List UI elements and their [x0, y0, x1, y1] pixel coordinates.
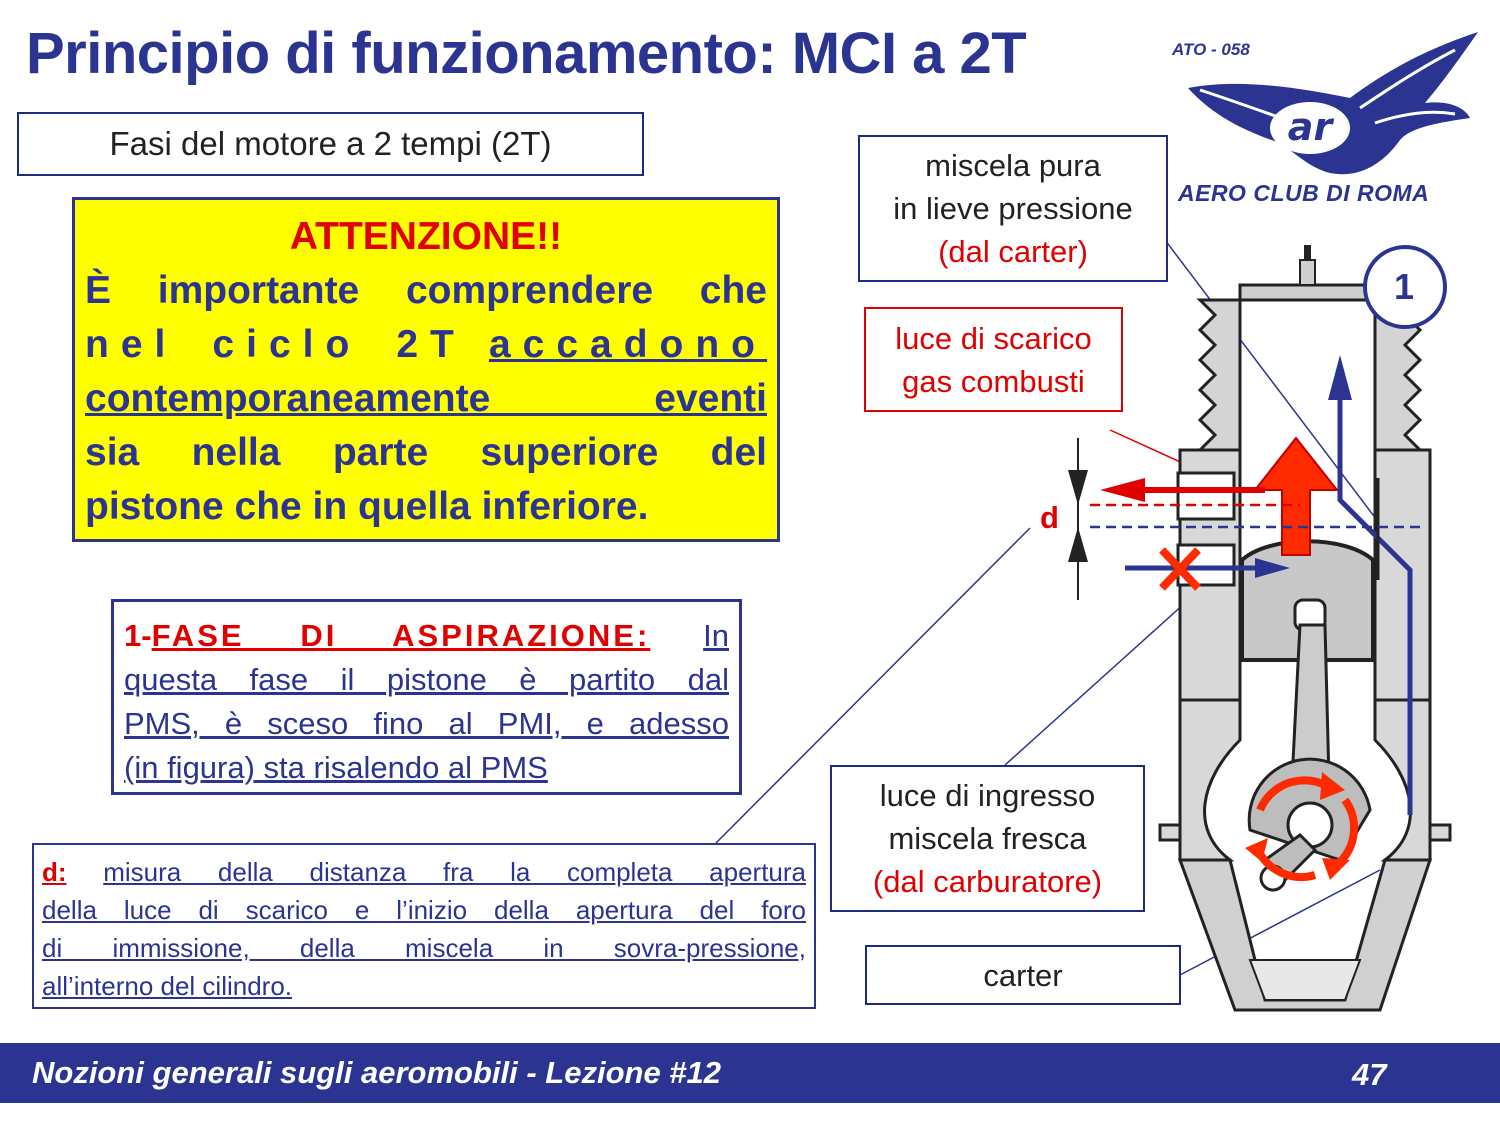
intake-label-line-1: luce di ingresso — [879, 778, 1096, 813]
mix-label-line-1: miscela pura — [925, 148, 1101, 183]
exhaust-label-line-1: luce di scarico — [895, 320, 1092, 356]
attention-heading: ATTENZIONE!! — [289, 215, 563, 258]
attention-line-3: contemporaneamente eventi — [85, 377, 767, 420]
d-note-line-2: della luce di scarico e l’inizio della apertura del foro — [42, 895, 806, 925]
mix-up-arrowhead — [1328, 355, 1352, 400]
exhaust-label-line-2: gas combusti — [902, 363, 1085, 399]
mix-label-line-3: (dal carter) — [938, 234, 1088, 269]
logo-name: AERO CLUB DI ROMA — [1178, 180, 1430, 206]
attention-line-2a: nel ciclo 2T — [85, 323, 466, 366]
phase-line-2: questa fase il pistone è partito dal — [124, 662, 729, 697]
logo-ato-code: ATO - 058 — [1172, 40, 1250, 59]
phase-line-3: PMS, è sceso fino al PMI, e adesso — [124, 706, 729, 741]
attention-line-5: pistone che in quella inferiore. — [85, 485, 649, 528]
phase-name: FASE DI ASPIRAZIONE: — [151, 618, 651, 653]
cylinder-wall-right — [1375, 450, 1430, 700]
leader-intake — [1005, 585, 1205, 765]
mix-label-line-2: in lieve pressione — [893, 191, 1133, 226]
intake-label — [830, 765, 1145, 912]
exhaust-arrowhead — [1100, 478, 1145, 502]
page-title: Principio di funzionamento: MCI a 2T — [26, 21, 1027, 86]
attention-line-1: È importante comprendere che — [85, 269, 767, 312]
d-note-line-1-rest: misura della distanza fra la completa apertura — [103, 857, 806, 887]
logo-monogram: ar — [1287, 105, 1333, 149]
step-number: 1 — [1394, 266, 1415, 307]
oil-sump — [1250, 960, 1360, 1000]
footer-text: Nozioni generali sugli aeromobili - Lezione #12 — [32, 1055, 722, 1090]
piston-up-arrow-icon — [1255, 438, 1337, 555]
mix-label — [858, 135, 1168, 282]
phase-line-1-rest: In — [703, 618, 729, 653]
intake-label-line-2: miscela fresca — [888, 821, 1087, 856]
d-dimension — [1068, 438, 1088, 600]
attention-line-4: sia nella parte superiore del — [85, 431, 767, 474]
attention-line-2b: accadono — [488, 323, 768, 366]
carter-label-text: carter — [983, 957, 1063, 993]
carter-label — [865, 945, 1181, 1005]
subtitle: Fasi del motore a 2 tempi (2T) — [109, 125, 552, 162]
phase-line-4: (in figura) sta risalendo al PMS — [124, 750, 548, 785]
exhaust-label — [864, 307, 1123, 412]
intake-label-line-3: (dal carburatore) — [872, 864, 1103, 899]
exhaust-port — [1178, 473, 1234, 519]
d-note-line-4: all’interno del cilindro. — [42, 971, 293, 1001]
phase-number: 1- — [124, 618, 152, 653]
d-note-line-3: di immissione, della miscela in sovra-pressione, — [42, 933, 806, 963]
d-note-key: d: — [42, 857, 67, 887]
crankcase-left — [1160, 700, 1240, 860]
page-number: 47 — [1352, 1057, 1387, 1092]
d-dimension-label: d — [1040, 500, 1059, 535]
